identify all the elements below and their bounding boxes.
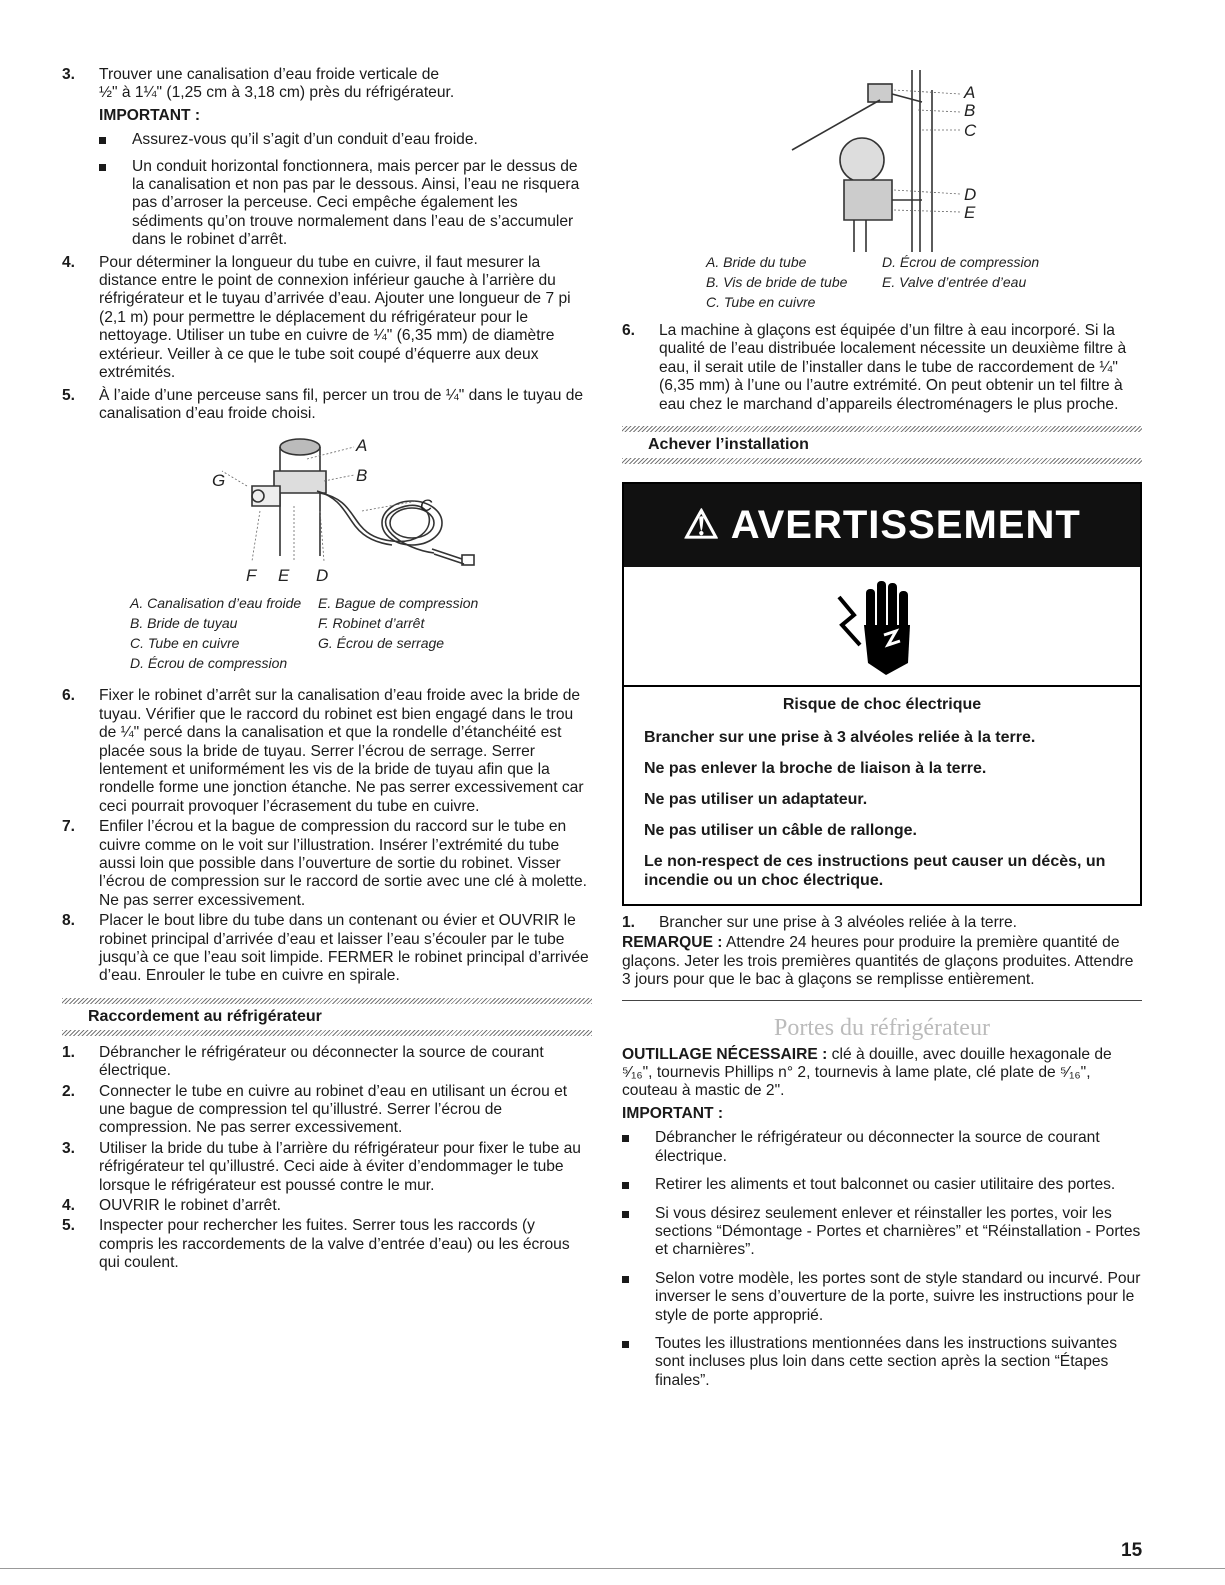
caption-row: A. Canalisation d’eau froide E. Bague de compression xyxy=(130,595,479,612)
bullet-item: Toutes les illustrations mentionnées dans les instructions suivantes sont incluses plus loin dans cette section après la section “Étapes finales”. xyxy=(622,1335,1142,1390)
warning-line: Le non-respect de ces instructions peut causer un décès, un incendie ou un choc électrique. xyxy=(644,853,1106,890)
caption-row: B. Bride de tuyau F. Robinet d’arrêt xyxy=(130,615,425,632)
warning-line: Brancher sur une prise à 3 alvéoles reliée à la terre. xyxy=(644,729,1036,747)
bullet-item: Si vous désirez seulement enlever et réinstaller les portes, voir les sections “Démontage - Portes et charnières” et “Réinstallation - Portes et charnières”. xyxy=(622,1205,1142,1260)
raccordement-step: 5. Inspecter pour rechercher les fuites. Serrer tous les raccords (y compris les raccordements de la valve d’entrée d’eau) ou les écrous qui coulent. xyxy=(62,1217,570,1272)
figure-1-captions xyxy=(130,593,592,673)
outillage-note: OUTILLAGE NÉCESSAIRE : clé à douille, avec douille hexagonale de ⁵⁄₁₆", tournevis Phillips n° 2, tournevis à lame plate, clé plate de ⁵⁄₁₆", couteau à mastic de 2". xyxy=(622,1045,1112,1100)
section-title-achever: Achever l’installation xyxy=(648,436,809,454)
bullet-square-icon xyxy=(622,1211,629,1218)
section-divider xyxy=(62,998,592,1004)
label-d: D xyxy=(316,566,329,586)
caption-row: A. Bride du tube D. Écrou de compression xyxy=(706,254,1040,270)
electric-shock-icon-area xyxy=(624,567,1140,687)
label-a: A xyxy=(356,436,368,456)
warning-risk: Risque de choc électrique xyxy=(782,696,982,714)
portes-title: Portes du réfrigérateur xyxy=(774,1014,990,1041)
label-a: A xyxy=(964,83,976,102)
warning-title: AVERTISSEMENT xyxy=(730,503,1081,548)
step-3-line-2: ½" à 1¼" (1,25 cm à 3,18 cm) près du réfrigérateur. xyxy=(99,84,455,102)
step-7: 7. Enfiler l’écrou et la bague de compression du raccord sur le tube en cuivre comme on le voit sur l’illustration. Insérer l’extrémité du tube aussi loin que possible dans l’ouverture de sortie du robinet. Visser l’écrou de compression sur le raccord de sortie avec une clé à molette. Ne pas serrer excessivement. xyxy=(62,818,587,909)
raccordement-step: 2. Connecter le tube en cuivre au robinet d’eau en utilisant un écrou et une bague de compression tel qu’illustré. Serrer l’écrou de compression. Ne pas serrer excessivement. xyxy=(62,1082,568,1137)
step-3: 3. Trouver une canalisation d’eau froide verticale de ½" à 1¼" (1,25 cm à 3,18 cm) près du réfrigérateur. xyxy=(62,66,592,103)
label-e: E xyxy=(278,566,290,586)
important-label: IMPORTANT : xyxy=(99,106,201,124)
step-5: 5. À l’aide d’une perceuse sans fil, percer un trou de ¼" dans le tuyau de canalisation d’eau froide choisi. xyxy=(62,386,584,422)
bullet-item: Retirer les aliments et tout balconnet ou casier utilitaire des portes. xyxy=(622,1176,1142,1194)
shutoff-valve-illustration xyxy=(62,431,592,593)
tube-clamp-figure xyxy=(622,70,1142,252)
caption-row: C. Tube en cuivre xyxy=(706,294,816,310)
warning-line: Ne pas utiliser un câble de rallonge. xyxy=(644,822,917,840)
section-divider xyxy=(62,1030,592,1036)
label-b: B xyxy=(356,466,368,486)
bullet-square-icon xyxy=(622,1182,629,1189)
bullet-square-icon xyxy=(622,1276,629,1283)
bullet-square-icon xyxy=(622,1341,629,1348)
page-number: 15 xyxy=(1121,1540,1143,1561)
warning-header xyxy=(624,484,1140,567)
warning-box xyxy=(622,482,1142,906)
label-g: G xyxy=(212,471,226,491)
caption-row: C. Tube en cuivre G. Écrou de serrage xyxy=(130,635,445,652)
electric-shock-hand-icon xyxy=(624,567,1144,685)
step-6-filter: 6. La machine à glaçons est équipée d’un filtre à eau incorporé. Si la qualité de l’eau distribuée localement nécessite un deuxième filtre à eau, il serait utile de l’installer dans le tube de raccordement de ¼" (6,35 mm) à l’une ou l’autre extrémité. On peut obtenir un tel filtre à eau chez le marchand d’appareils électroménagers le plus proche. xyxy=(622,322,1127,413)
bullet-square-icon xyxy=(622,1135,629,1142)
step-4: 4. Pour déterminer la longueur du tube en cuivre, il faut mesurer la distance entre le point de connexion inférieur gauche à l’arrière du réfrigérateur et le tuyau d’arrivée d’eau. Ajouter une longueur de 7 pi (2,1 m) pour permettre le déplacement du réfrigérateur pour le nettoyage. Utiliser un tube en cuivre de ¼" (6,35 mm) de diamètre extérieur. Veiller à ce que le tube soit coupé d’équerre aux deux extrémités. xyxy=(62,253,571,382)
step-6: 6. Fixer le robinet d’arrêt sur la canalisation d’eau froide avec la bride de tuyau. Vérifier que le raccord du robinet est bien engagé dans le trou de ¼" percé dans la canalisation et que la rondelle d’étanchéité est placée sous la bride de tuyau. Serrer l’écrou de serrage. Serrer lentement et uniformément les vis de la bride de tuyau afin que la rondelle forme une jonction étanche. Ne pas serrer excessivement car ceci pourrait provoquer l’écrasement du tube en cuivre. xyxy=(62,687,584,815)
water-valve-illustration xyxy=(622,70,1142,252)
raccordement-step: 1. Débrancher le réfrigérateur ou déconnecter la source de courant électrique. xyxy=(62,1043,544,1080)
right-column xyxy=(622,0,1142,1390)
remarque-note: REMARQUE : Attendre 24 heures pour produire la première quantité de glaçons. Jeter les trois premières quantités de glaçons produites. Attendre 3 jours pour que le bac à glaçons se remplisse entièrement. xyxy=(622,934,1134,989)
warning-line: Ne pas utiliser un adaptateur. xyxy=(644,791,868,809)
bullet-item: Débrancher le réfrigérateur ou déconnecter la source de courant électrique. xyxy=(622,1129,1142,1166)
warning-body xyxy=(624,687,1140,904)
label-d: D xyxy=(964,185,977,204)
shutoff-valve-figure xyxy=(62,431,592,593)
step-3-line-1: Trouver une canalisation d’eau froide verticale de xyxy=(99,66,440,83)
caption-row: D. Écrou de compression xyxy=(130,655,288,672)
section-title-raccordement: Raccordement au réfrigérateur xyxy=(88,1007,322,1025)
caption-row: B. Vis de bride de tube E. Valve d’entrée d’eau xyxy=(706,274,1027,290)
raccordement-step: 3. Utiliser la bride du tube à l’arrière du réfrigérateur pour fixer le tube au réfrigérateur tel qu’illustré. Ceci aide à éviter d’endommager le tube lorsque le réfrigérateur est poussé contre le mur. xyxy=(62,1139,581,1194)
bullet-square-icon xyxy=(99,137,106,144)
raccordement-step: 4. OUVRIR le robinet d’arrêt. xyxy=(62,1197,281,1215)
bullet-item: Un conduit horizontal fonctionnera, mais percer par le dessus de la canalisation et non pas par le dessous. Ainsi, l’eau ne risquera pas d’arroser la perceuse. Ceci empêche également les sédiments qu’on trouve normalement dans l’eau de s’accumuler dans le robinet d’arrêt. xyxy=(99,158,592,250)
label-e: E xyxy=(964,203,976,222)
step-8: 8. Placer le bout libre du tube dans un contenant ou évier et OUVRIR le robinet principal d’arrivée d’eau et laisser l’eau s’écouler par le tube jusqu’à ce que l’eau soit limpide. FERMER le robinet principal d’arrivée d’eau. Enrouler le tube en cuivre en spirale. xyxy=(62,912,589,985)
label-c: C xyxy=(420,496,433,516)
warning-triangle-icon: ⚠ xyxy=(683,503,721,548)
section-divider xyxy=(622,426,1142,432)
label-f: F xyxy=(246,566,257,586)
page-bottom-rule xyxy=(0,1568,1225,1569)
label-c: C xyxy=(964,121,977,140)
bullet-item: Selon votre modèle, les portes sont de style standard ou incurvé. Pour inverser le sens d’ouverture de la porte, suivre les instructions pour le style de porte approprié. xyxy=(622,1270,1142,1325)
important-label: IMPORTANT : xyxy=(622,1104,724,1122)
warning-line: Ne pas enlever la broche de liaison à la terre. xyxy=(644,760,987,778)
divider-rule xyxy=(622,1000,1142,1001)
bullet-item: Assurez-vous qu’il s’agit d’un conduit d’eau froide. xyxy=(99,131,592,149)
step-1-brancher: 1. Brancher sur une prise à 3 alvéoles reliée à la terre. xyxy=(622,914,1017,932)
section-divider xyxy=(622,458,1142,464)
bullet-square-icon xyxy=(99,164,106,171)
figure-2-captions xyxy=(706,252,1142,312)
label-b: B xyxy=(964,101,976,120)
left-column xyxy=(62,0,592,1273)
